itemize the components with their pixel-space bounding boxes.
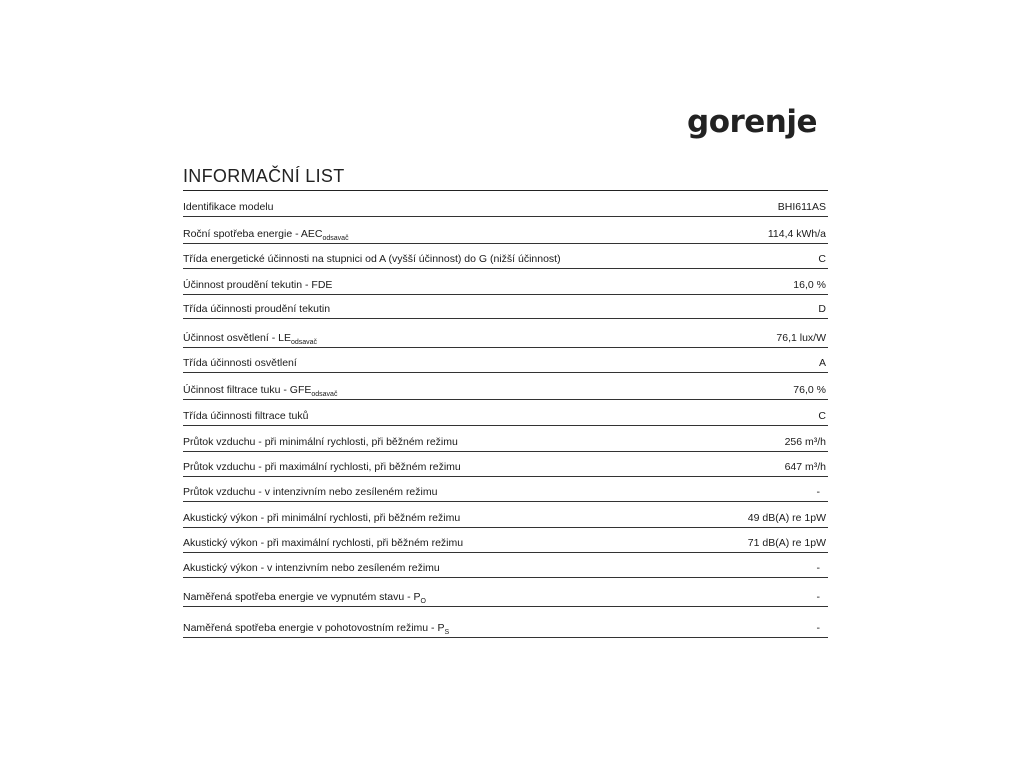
row-value: A [818, 357, 826, 369]
table-row [183, 578, 828, 607]
row-value: D [818, 303, 826, 315]
row-label-subscript: O [420, 598, 426, 605]
table-row [183, 400, 828, 426]
row-value: BHI611AS [777, 201, 826, 213]
row-value: - [816, 562, 820, 574]
row-label: Průtok vzduchu - při maximální rychlosti, při běžném režimu [183, 461, 461, 473]
row-label: Naměřená spotřeba energie ve vypnutém stavu - $P_O$ [183, 591, 426, 605]
row-label-subscript: S [444, 629, 450, 636]
table-row [183, 528, 828, 553]
row-label: Akustický výkon - při maximální rychlosti, při běžném režimu [183, 537, 464, 549]
row-label: Třída energetické účinnosti na stupnici od A (vyšší účinnost) do G (nižší účinnost) [183, 253, 561, 265]
table-row [183, 553, 828, 578]
table-row [183, 426, 828, 452]
table-row [183, 295, 828, 319]
row-value: - [816, 486, 820, 498]
row-label: Třída účinnosti filtrace tuků [183, 410, 309, 422]
row-label: Roční spotřeba energie - $AEC_{odsavač}$ [183, 228, 349, 242]
row-label-subscript: odsavač [322, 235, 349, 242]
row-value: C [818, 410, 826, 422]
row-value: 76,1 lux/W [776, 332, 826, 344]
row-value: 647 m³/h [784, 461, 826, 473]
row-value: C [818, 253, 826, 265]
row-value: 114,4 kWh/a [767, 228, 826, 240]
table-row [183, 373, 828, 400]
gorenje-logo: gorenje [687, 104, 818, 140]
row-label-subscript: odsavač [290, 339, 318, 346]
row-value: - [816, 622, 820, 634]
row-value: 256 m³/h [784, 436, 826, 448]
table-row [183, 217, 828, 244]
table-row [183, 269, 828, 295]
table-row [183, 348, 828, 373]
table-row [183, 192, 828, 217]
table-row [183, 244, 828, 269]
row-label-subscript: odsavač [311, 391, 338, 398]
row-label: Akustický výkon - v intenzivním nebo zesíleném režimu [183, 562, 440, 574]
row-label: Účinnost proudění tekutin - FDE [183, 279, 333, 291]
row-label: Akustický výkon - při minimální rychlosti, při běžném režimu [183, 512, 461, 524]
table-row [183, 319, 828, 348]
table-row [183, 502, 828, 528]
table-row [183, 452, 828, 477]
row-label: Průtok vzduchu - v intenzivním nebo zesíleném režimu [183, 486, 438, 498]
row-value: 16,0 % [793, 279, 826, 291]
info-table [183, 192, 828, 638]
page-title: INFORMAČNÍ LIST [183, 166, 828, 191]
row-label: Třída účinnosti osvětlení [183, 357, 297, 369]
table-row [183, 607, 828, 638]
row-value: 76,0 % [793, 384, 826, 396]
row-value: 71 dB(A) re 1pW [747, 537, 826, 549]
table-row [183, 477, 828, 502]
row-label: Naměřená spotřeba energie v pohotovostním režimu - $P_S$ [183, 622, 450, 636]
row-label: Třída účinnosti proudění tekutin [183, 303, 331, 315]
row-label: Průtok vzduchu - při minimální rychlosti, při běžném režimu [183, 436, 458, 448]
row-label: Identifikace modelu [183, 201, 274, 213]
row-label: Účinnost filtrace tuku - $GFE_{odsavač}$ [183, 384, 338, 398]
row-label: Účinnost osvětlení - $LE_{odsavač}$ [183, 332, 318, 346]
row-value: - [816, 591, 820, 603]
row-value: 49 dB(A) re 1pW [747, 512, 826, 524]
